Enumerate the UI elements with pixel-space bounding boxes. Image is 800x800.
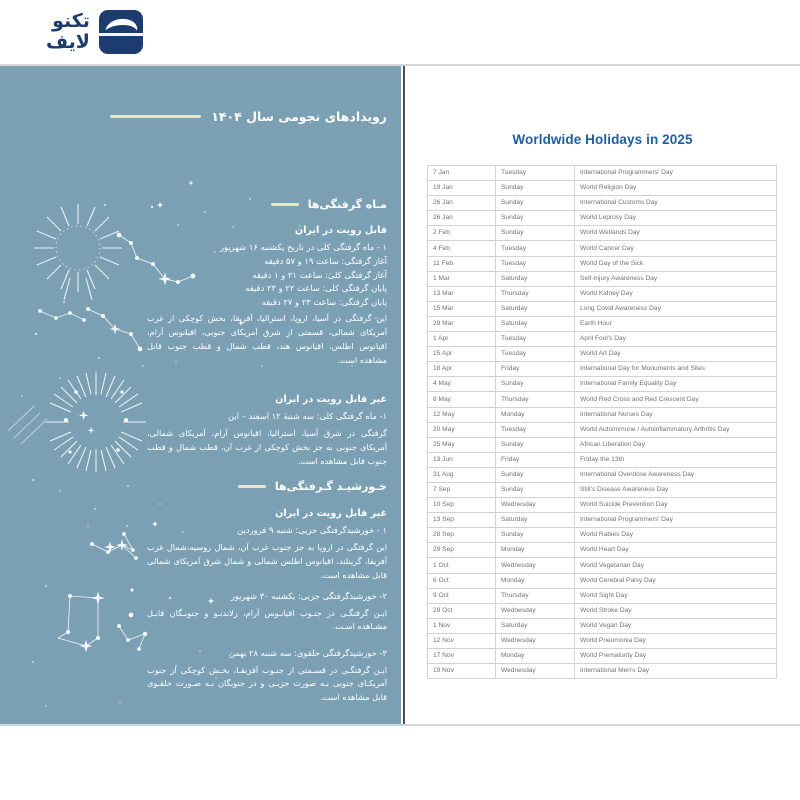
holiday-weekday: Thursday <box>496 392 575 407</box>
table-row <box>428 467 777 482</box>
holiday-name: World Wetlands Day <box>575 226 777 241</box>
moon-rays-icon <box>46 372 146 472</box>
holiday-weekday: Sunday <box>496 467 575 482</box>
holiday-weekday: Thursday <box>496 588 575 603</box>
holiday-weekday: Wednesday <box>496 664 575 679</box>
table-row <box>428 498 777 513</box>
holiday-weekday: Friday <box>496 452 575 467</box>
event-line: ۳- خورشیدگرفتگی حلقوی: سه شنبه ۲۸ بهمن <box>228 648 387 658</box>
holiday-date: 15 Mar <box>428 301 496 316</box>
constellation-group-5 <box>58 593 103 651</box>
lunar-visible-block <box>147 224 387 368</box>
holiday-name: World Pneumonia Day <box>575 633 777 648</box>
holiday-weekday: Sunday <box>496 377 575 392</box>
event-line: آغاز گرفتگی: ساعت ۱۹ و ۵۷ دقیقه <box>264 256 387 266</box>
holiday-date: 2 Feb <box>428 226 496 241</box>
holiday-weekday: Saturday <box>496 301 575 316</box>
event-line: پایان گرفتگی کلی: ساعت ۲۲ و ۲۳ دقیقه <box>245 283 387 294</box>
event-line: ۱ - ماه گرفتگی کلی در تاریخ یکشنبه ۱۶ شهریور <box>219 242 387 253</box>
holiday-name: World Stroke Day <box>575 603 777 618</box>
holiday-name: African Liberation Day <box>575 437 777 452</box>
holiday-date: 20 May <box>428 422 496 437</box>
holiday-weekday: Saturday <box>496 271 575 286</box>
table-row <box>428 316 777 331</box>
holiday-weekday: Sunday <box>496 211 575 226</box>
holiday-weekday: Monday <box>496 573 575 588</box>
table-row <box>428 271 777 286</box>
table-row <box>428 558 777 573</box>
table-row <box>428 543 777 558</box>
event-line: آغاز گرفتگی کلی: ساعت ۲۱ و ۱ دقیقه <box>252 269 387 280</box>
holiday-date: 7 Sep <box>428 482 496 497</box>
brand-wordmark <box>46 12 90 52</box>
holiday-name: April Fool's Day <box>575 332 777 347</box>
holiday-weekday: Tuesday <box>496 166 575 181</box>
holiday-date: 12 May <box>428 407 496 422</box>
poster-title-row <box>110 109 387 124</box>
holiday-weekday: Monday <box>496 543 575 558</box>
table-row <box>428 211 777 226</box>
table-row <box>428 286 777 301</box>
table-row <box>428 166 777 181</box>
holiday-weekday: Sunday <box>496 528 575 543</box>
holiday-date: 1 Mar <box>428 271 496 286</box>
holiday-date: 13 Jun <box>428 452 496 467</box>
holiday-name: International Family Equality Day <box>575 377 777 392</box>
table-row <box>428 392 777 407</box>
holiday-weekday: Sunday <box>496 181 575 196</box>
holiday-name: International Overdose Awareness Day <box>575 467 777 482</box>
holiday-name: World Rabies Day <box>575 528 777 543</box>
holiday-weekday: Saturday <box>496 316 575 331</box>
holiday-name: Self-Injury Awareness Day <box>575 271 777 286</box>
holiday-name: World Cancer Day <box>575 241 777 256</box>
holiday-name: International Programmers' Day <box>575 513 777 528</box>
holiday-date: 1 Nov <box>428 618 496 633</box>
brand-line-1: تکنو <box>52 10 90 32</box>
table-row <box>428 422 777 437</box>
solar-not-visible-block <box>147 507 387 582</box>
event-line: پایان گرفتگی: ساعت ۲۳ و ۲۷ دقیقه <box>261 296 387 307</box>
page-title: رویدادهای نجومی سال ۱۴۰۴ <box>211 109 387 124</box>
table-row <box>428 196 777 211</box>
table-row <box>428 649 777 664</box>
holiday-weekday: Sunday <box>496 482 575 497</box>
holiday-date: 15 Apr <box>428 347 496 362</box>
holiday-weekday: Monday <box>496 407 575 422</box>
table-row <box>428 181 777 196</box>
holiday-name: Still's Disease Awareness Day <box>575 482 777 497</box>
holiday-name: International Men's Day <box>575 664 777 679</box>
event-description: این گرفتگی در آسیا، اروپا، استرالیا، آفریقا، بخش کوچکی از غرب آمریکای شمالی، قسمتی از شرق آمریکای جنوبی، اقیانوس آرام، اقیانوس اطلس، اقیانوس هند، قطب شمال و قطب جنوب قابل مشاهده است. <box>147 313 387 365</box>
holiday-name: World Cerebral Palsy Day <box>575 573 777 588</box>
table-row <box>428 618 777 633</box>
event-description: ایـن گرفتگـی در جنـوب اقیانـوس آرام، زلاندنـو و جنوبـگان قابـل مشـاهده اسـت. <box>147 607 387 632</box>
lunar-not-visible-block <box>147 393 387 468</box>
holiday-date: 9 Oct <box>428 588 496 603</box>
holidays-table-body <box>428 166 777 679</box>
brand-line-2: لایف <box>46 31 90 53</box>
table-row <box>428 256 777 271</box>
holiday-weekday: Tuesday <box>496 422 575 437</box>
section-heading-label: مـاه گرفتگی‌ها <box>307 198 387 211</box>
holiday-name: Earth Hour <box>575 316 777 331</box>
logo-band-shape <box>99 33 143 36</box>
holiday-weekday: Monday <box>496 649 575 664</box>
holiday-weekday: Wednesday <box>496 633 575 648</box>
constellation-group-4 <box>90 533 137 560</box>
event-line: ۱- ماه گرفتگی کلی: سه شنبه ۱۲ اسفند – این <box>227 411 387 422</box>
holiday-name: Long Covid Awareness Day <box>575 301 777 316</box>
holiday-weekday: Tuesday <box>496 332 575 347</box>
holiday-date: 1 Apr <box>428 332 496 347</box>
table-row <box>428 588 777 603</box>
constellation-group-2 <box>86 307 142 351</box>
holidays-title: Worldwide Holidays in 2025 <box>512 132 693 147</box>
table-row <box>428 437 777 452</box>
moon-sunburst-icon <box>34 204 122 300</box>
event-line: ۲- خورشیدگرفتگی جزیی: یکشنبه ۳۰ شهریور <box>230 591 387 601</box>
table-row <box>428 573 777 588</box>
comet-streaks <box>8 406 47 444</box>
holiday-date: 25 May <box>428 437 496 452</box>
table-row <box>428 603 777 618</box>
holiday-date: 1 Oct <box>428 558 496 573</box>
holiday-name: World Suicide Prevention Day <box>575 498 777 513</box>
holiday-name: World Art Day <box>575 347 777 362</box>
holiday-name: World Autoimmune / Autoinflammatory Arthritis Day <box>575 422 777 437</box>
holiday-date: 12 Nov <box>428 633 496 648</box>
table-row <box>428 513 777 528</box>
holiday-date: 6 Oct <box>428 573 496 588</box>
table-row <box>428 362 777 377</box>
holiday-date: 4 Feb <box>428 241 496 256</box>
holiday-weekday: Tuesday <box>496 241 575 256</box>
holiday-name: International Nurses Day <box>575 407 777 422</box>
holiday-date: 29 Mar <box>428 316 496 331</box>
holiday-name: International Customs Day <box>575 196 777 211</box>
holiday-date: 18 Apr <box>428 362 496 377</box>
sub-heading: قابل رویت در ایران <box>294 225 387 236</box>
table-row <box>428 482 777 497</box>
sub-heading: غیر قابل رویت در ایران <box>275 394 387 405</box>
astronomy-poster-panel <box>0 66 401 725</box>
holiday-date: 31 Aug <box>428 467 496 482</box>
table-row <box>428 452 777 467</box>
holiday-weekday: Sunday <box>496 226 575 241</box>
table-row <box>428 347 777 362</box>
holiday-weekday: Wednesday <box>496 558 575 573</box>
table-row <box>428 377 777 392</box>
holiday-date: 19 Nov <box>428 664 496 679</box>
section-heading-lunar-eclipses <box>271 198 387 211</box>
holiday-name: World Kidney Day <box>575 286 777 301</box>
event-description: این گرفتگی در اروپا به جز جنوب غرب آن، شمال روسیه،شمال غرب آفریقا، گرینلند، اقیانوس اطلس شمالی و شمال شرق آمریکای شمالی قابل مشاهده است. <box>147 542 387 580</box>
holiday-name: International Programmers' Day <box>575 166 777 181</box>
holiday-weekday: Sunday <box>496 196 575 211</box>
holiday-date: 26 Jan <box>428 211 496 226</box>
holiday-weekday: Wednesday <box>496 498 575 513</box>
sub-heading: غیر قابل رویت در ایران <box>275 508 387 519</box>
event-line: ۱ - خورشیدگرفتگی جزیی: شنبه ۹ فروردین <box>237 525 387 536</box>
brand-logo <box>46 10 143 54</box>
title-rule <box>110 115 201 118</box>
constellation-group-3 <box>39 310 86 322</box>
holiday-date: 17 Nov <box>428 649 496 664</box>
holiday-name: World Vegan Day <box>575 618 777 633</box>
holiday-date: 26 Jan <box>428 196 496 211</box>
footer-divider <box>0 724 800 726</box>
holiday-name: International Day for Monuments and Sites <box>575 362 777 377</box>
holiday-name: Friday the 13th <box>575 452 777 467</box>
holiday-name: World Day of the Sick <box>575 256 777 271</box>
holiday-date: 4 May <box>428 377 496 392</box>
section-rule <box>271 203 299 206</box>
table-row <box>428 301 777 316</box>
holiday-name: World Religion Day <box>575 181 777 196</box>
holiday-weekday: Thursday <box>496 286 575 301</box>
holiday-date: 11 Feb <box>428 256 496 271</box>
section-heading-label: خـورشیـد گـرفتگی‌ها <box>274 480 387 493</box>
holiday-date: 10 Sep <box>428 498 496 513</box>
section-heading-solar-eclipses <box>238 480 387 493</box>
table-row <box>428 407 777 422</box>
holidays-panel <box>405 66 800 725</box>
holiday-date: 13 Mar <box>428 286 496 301</box>
table-row <box>428 241 777 256</box>
holiday-name: World Vegetarian Day <box>575 558 777 573</box>
event-description: ایـن گرفتگـی در قسـمتی از جنـوب آفریقـا، بخـش کوچکی از جنوب آمریکـای جنوبی بـه صورت جزیـی و در جنوبگان بـه صـورت حلقـوی قابل مشاهده است. <box>147 664 387 703</box>
holiday-weekday: Saturday <box>496 618 575 633</box>
constellation-group-6 <box>117 613 146 651</box>
holiday-weekday: Tuesday <box>496 347 575 362</box>
holiday-name: World Leprosy Day <box>575 211 777 226</box>
holiday-date: 28 Sep <box>428 528 496 543</box>
table-row <box>428 664 777 679</box>
solar-event-3-block <box>147 647 387 705</box>
holiday-name: World Prematurity Day <box>575 649 777 664</box>
table-row <box>428 332 777 347</box>
holiday-name: World Sight Day <box>575 588 777 603</box>
holiday-date: 29 Oct <box>428 603 496 618</box>
holiday-weekday: Friday <box>496 362 575 377</box>
solar-event-2-block <box>147 590 387 634</box>
holiday-name: World Heart Day <box>575 543 777 558</box>
holiday-weekday: Tuesday <box>496 256 575 271</box>
holiday-name: World Red Cross and Red Crescent Day <box>575 392 777 407</box>
section-rule <box>238 485 266 488</box>
technolife-logo-icon <box>99 10 143 54</box>
holiday-weekday: Wednesday <box>496 603 575 618</box>
holiday-date: 13 Sep <box>428 513 496 528</box>
holiday-weekday: Sunday <box>496 437 575 452</box>
holiday-date: 29 Sep <box>428 543 496 558</box>
holiday-date: 8 May <box>428 392 496 407</box>
holidays-table <box>427 165 777 679</box>
table-row <box>428 528 777 543</box>
table-row <box>428 226 777 241</box>
holiday-weekday: Saturday <box>496 513 575 528</box>
holiday-date: 7 Jan <box>428 166 496 181</box>
holiday-date: 19 Jan <box>428 181 496 196</box>
event-description: گرفتگی در شرق آسیا، استرالیا، اقیانوس آرام، آمریکای شمالی، آمریکای جنوبی به جز بخش کوچکی از غرب آن، قطب شمال و قطب جنوب قابل مشاهده است. <box>147 428 387 466</box>
table-row <box>428 633 777 648</box>
